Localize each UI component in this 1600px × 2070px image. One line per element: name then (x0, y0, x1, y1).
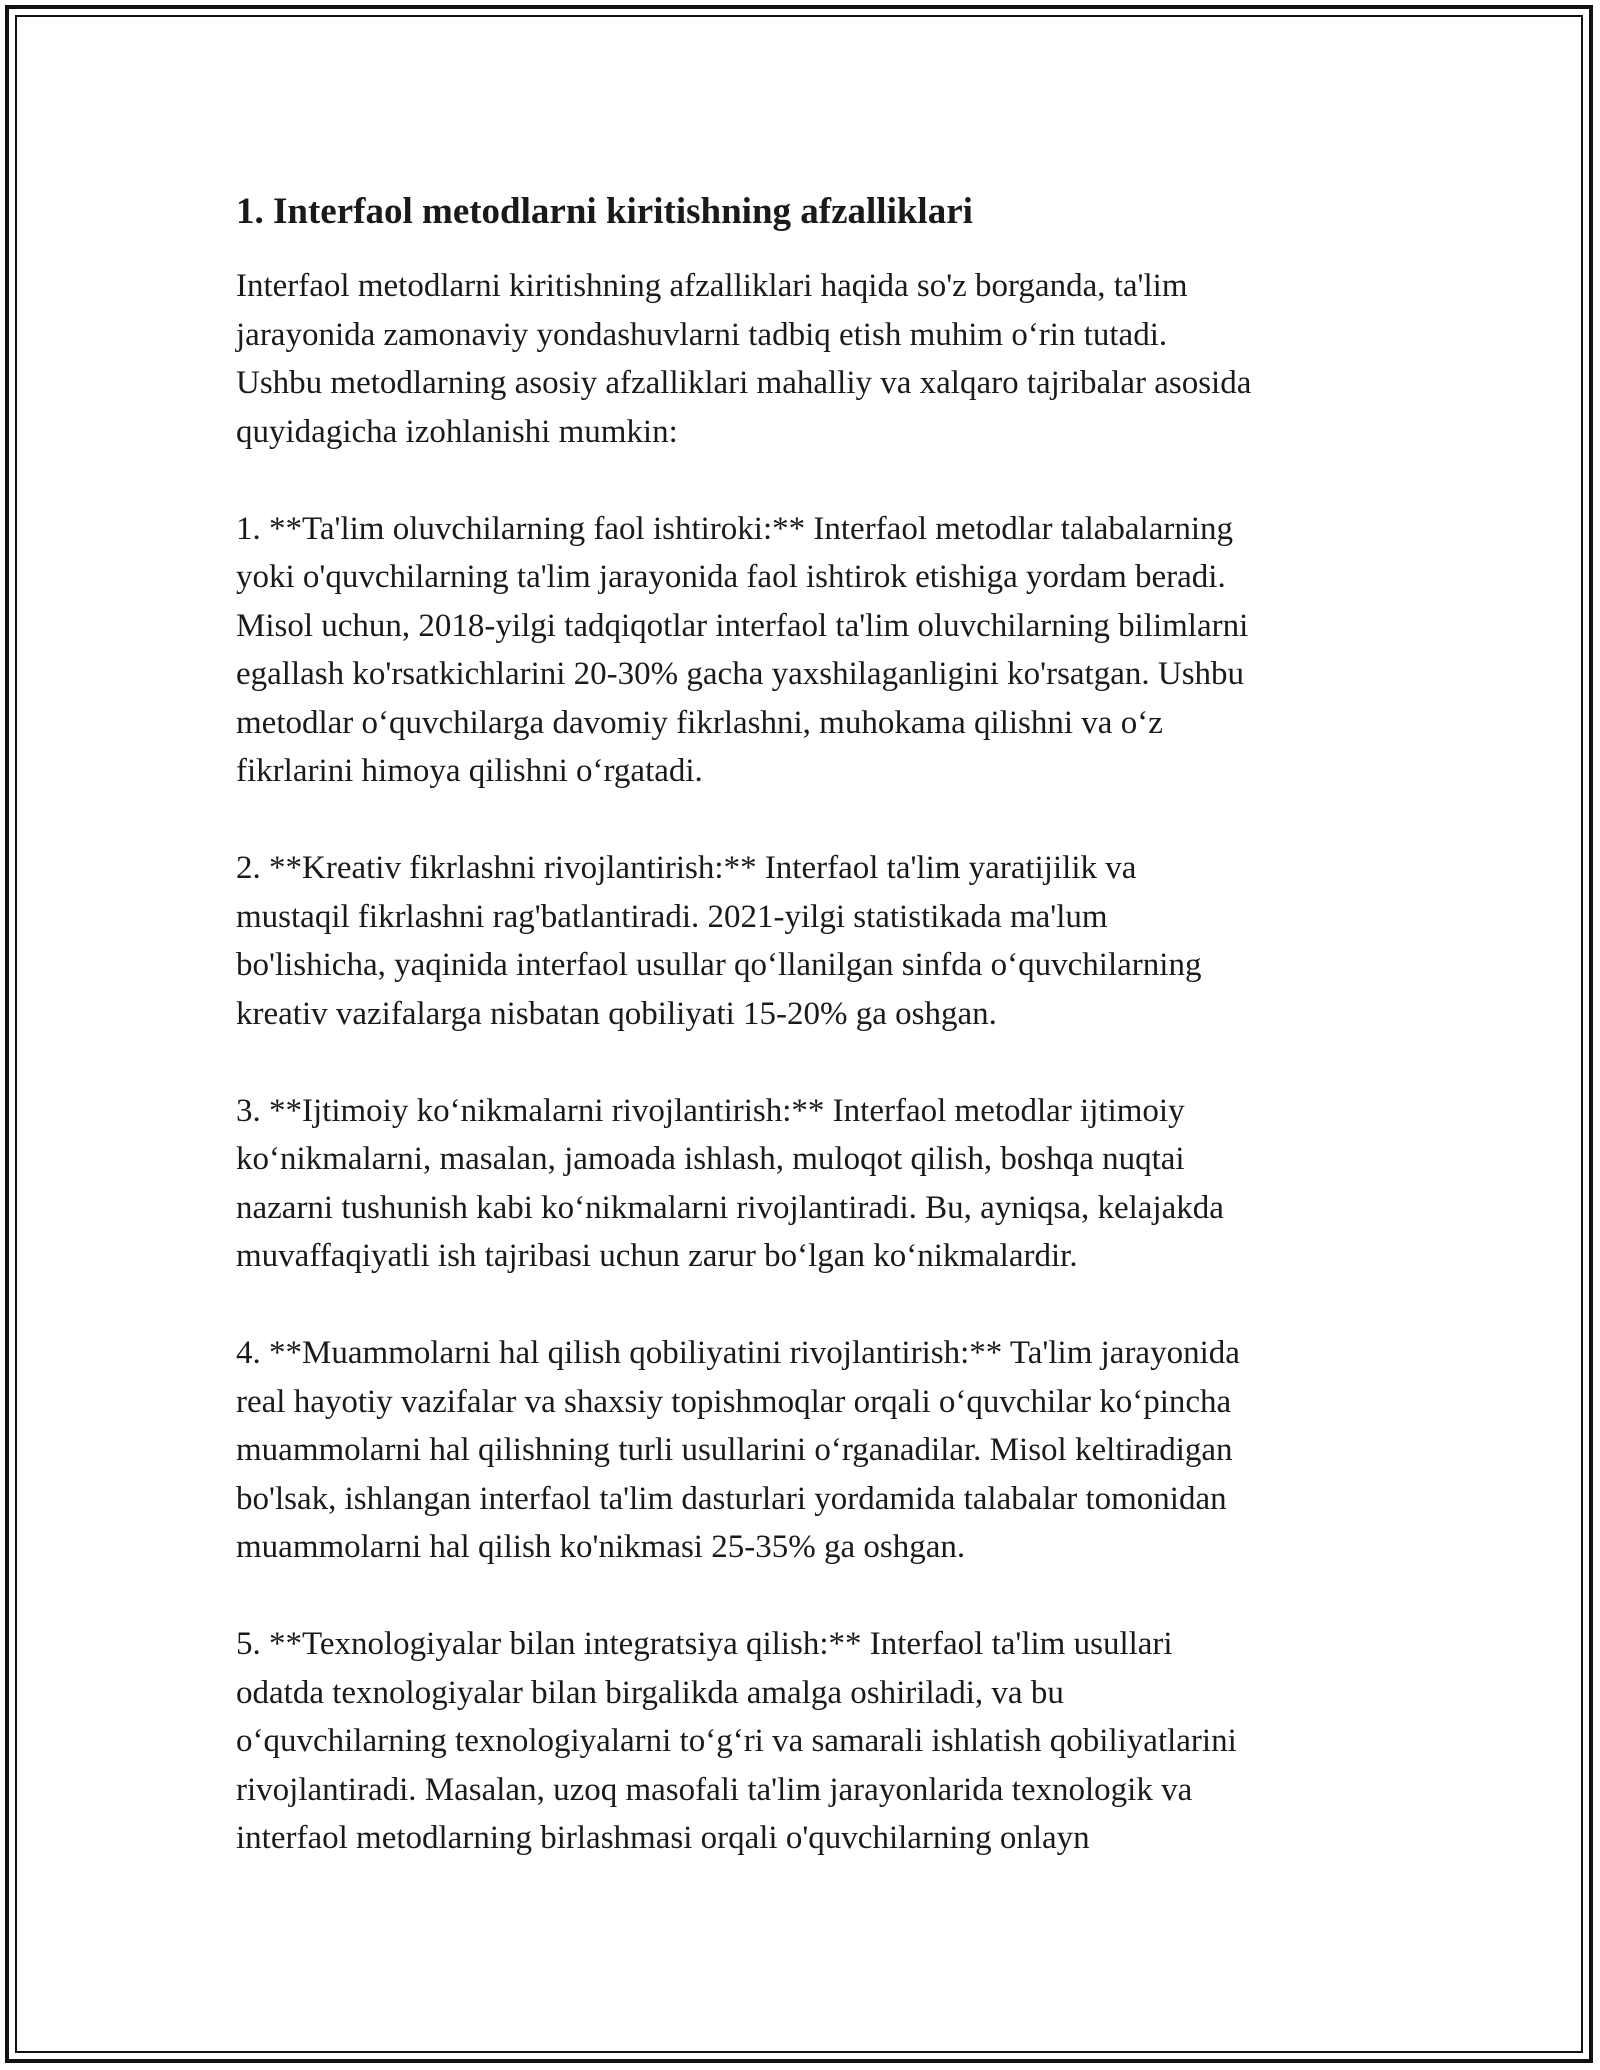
paragraph-line: rivojlantiradi. Masalan, uzoq masofali ta'lim jarayonlarida texnologik va (236, 1771, 1193, 1808)
paragraph-line: bo'lishicha, yaqinida interfaol usullar qo‘llanilgan sinfda o‘quvchilarning (236, 947, 1202, 983)
paragraph-line: metodlar o‘quvchilarga davomiy fikrlashni, muhokama qilishni va o‘z (236, 704, 1163, 741)
paragraph-line: quyidagicha izohlanishi mumkin: (236, 413, 678, 450)
paragraph-line: mustaqil fikrlashni rag'batlantiradi. 2021-yilgi statistikada ma'lum (236, 898, 1108, 935)
paragraph-line: 2. **Kreativ fikrlashni rivojlantirish:** Interfaol ta'lim yaratijilik va (236, 850, 1137, 886)
paragraph-line: muvaffaqiyatli ish tajribasi uchun zarur bo‘lgan ko‘nikmalardir. (236, 1238, 1078, 1274)
paragraph (236, 505, 1376, 796)
paragraph-line: egallash ko'rsatkichlarini 20-30% gacha yaxshilaganligini ko'rsatgan. Ushbu (236, 656, 1245, 692)
paragraph-line: fikrlarini himoya qilishni o‘rgatadi. (236, 753, 703, 789)
paragraph-line: 5. **Texnologiyalar bilan integratsiya qilish:** Interfaol ta'lim usullari (236, 1626, 1173, 1662)
paragraph-line: interfaol metodlarning birlashmasi orqali o'quvchilarning onlayn (236, 1820, 1090, 1856)
document-body (236, 188, 1376, 1911)
paragraph-line: yoki o'quvchilarning ta'lim jarayonida faol ishtirok etishiga yordam beradi. (236, 559, 1226, 595)
paragraph-line: real hayotiy vazifalar va shaxsiy topishmoqlar orqali o‘quvchilar ko‘pincha (236, 1383, 1232, 1420)
paragraph-line: Misol uchun, 2018-yilgi tadqiqotlar interfaol ta'lim oluvchilarning bilimlarni (236, 607, 1249, 644)
paragraph-line: 3. **Ijtimoiy ko‘nikmalarni rivojlantirish:** Interfaol metodlar ijtimoiy (236, 1092, 1185, 1129)
paragraph-line: 1. **Ta'lim oluvchilarning faol ishtiroki:** Interfaol metodlar talabalarning (236, 510, 1234, 547)
paragraph-line: muammolarni hal qilish ko'nikmasi 25-35% ga oshgan. (236, 1529, 966, 1565)
paragraph-line: odatda texnologiyalar bilan birgalikda amalga oshiriladi, va bu (236, 1674, 1064, 1711)
paragraph (236, 1620, 1376, 1863)
paragraph-line: muammolarni hal qilishning turli usullarini o‘rganadilar. Misol keltiradigan (236, 1432, 1233, 1468)
paragraph-line: o‘quvchilarning texnologiyalarni to‘g‘ri va samarali ishlatish qobiliyatlarini (236, 1723, 1237, 1759)
paragraph (236, 844, 1376, 1038)
paragraph (236, 262, 1376, 456)
paragraph-line: jarayonida zamonaviy yondashuvlarni tadbiq etish muhim o‘rin tutadi. (236, 316, 1168, 353)
paragraph-line: bo'lsak, ishlangan interfaol ta'lim dasturlari yordamida talabalar tomonidan (236, 1480, 1227, 1517)
section-heading: 1. Interfaol metodlarni kiritishning afzalliklari (236, 191, 973, 232)
paragraph (236, 1087, 1376, 1281)
paragraph-list (236, 262, 1376, 1863)
paragraph-line: kreativ vazifalarga nisbatan qobiliyati 15-20% ga oshgan. (236, 995, 997, 1032)
paragraph-line: 4. **Muammolarni hal qilish qobiliyatini rivojlantirish:** Ta'lim jarayonida (236, 1335, 1240, 1371)
paragraph (236, 1329, 1376, 1572)
paragraph-line: ko‘nikmalarni, masalan, jamoada ishlash, muloqot qilish, boshqa nuqtai (236, 1141, 1185, 1177)
paragraph-line: Ushbu metodlarning asosiy afzalliklari mahalliy va xalqaro tajribalar asosida (236, 365, 1252, 401)
paragraph-line: Interfaol metodlarni kiritishning afzalliklari haqida so'z borganda, ta'lim (236, 268, 1188, 304)
paragraph-line: nazarni tushunish kabi ko‘nikmalarni rivojlantiradi. Bu, ayniqsa, kelajakda (236, 1189, 1224, 1226)
